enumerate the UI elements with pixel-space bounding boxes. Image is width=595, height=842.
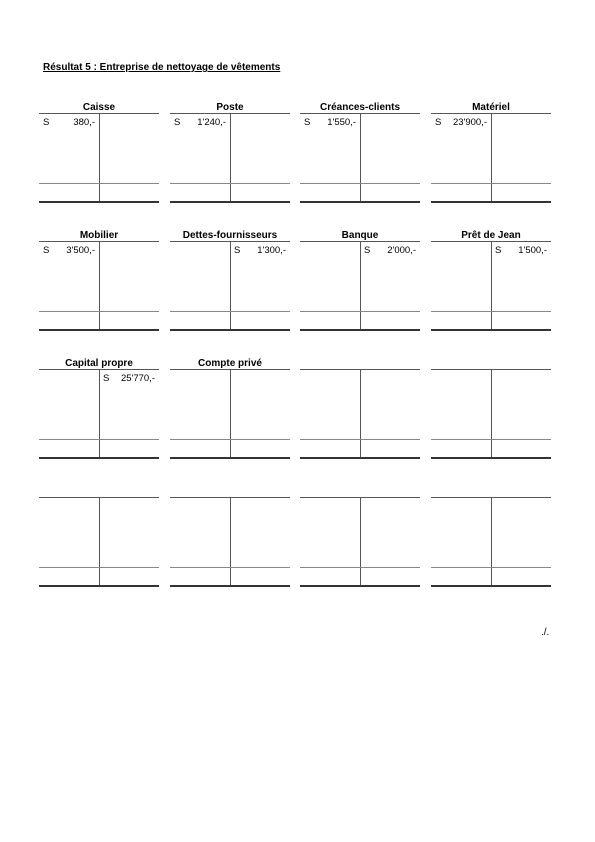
- t-account-title: Mobilier: [79, 230, 119, 241]
- debit-amount: 3'500,-: [66, 245, 95, 256]
- t-account-subtotal-line: [431, 567, 551, 568]
- debit-balance-label: S: [174, 117, 181, 128]
- t-account: [431, 497, 551, 597]
- t-account-subtotal-line: [431, 183, 551, 184]
- t-account-total-line: [170, 457, 290, 459]
- t-account-total-line: [39, 201, 159, 203]
- debit-amount: 23'900,-: [452, 117, 487, 128]
- t-account-total-line: [39, 585, 159, 587]
- t-account: [39, 102, 159, 213]
- t-account-subtotal-line: [170, 567, 290, 568]
- debit-balance-label: S: [43, 245, 50, 256]
- t-account-divider: [491, 498, 492, 586]
- t-account-total-line: [300, 201, 420, 203]
- credit-balance-label: S: [103, 373, 110, 384]
- t-account: [300, 369, 420, 469]
- t-account-total-line: [300, 585, 420, 587]
- t-account-title: Créances-clients: [319, 102, 401, 113]
- t-account: [431, 102, 551, 213]
- t-account-subtotal-line: [300, 567, 420, 568]
- t-account: [170, 102, 290, 213]
- t-account-subtotal-line: [431, 439, 551, 440]
- credit-amount: 1'500,-: [518, 245, 547, 256]
- t-account-divider: [491, 242, 492, 330]
- continuation-mark: ./.: [541, 627, 550, 638]
- t-account-subtotal-line: [170, 439, 290, 440]
- t-account-title: Caisse: [82, 102, 116, 113]
- t-account: [39, 230, 159, 341]
- t-account-title: Dettes-fournisseurs: [182, 230, 278, 241]
- t-account-title: Poste: [216, 102, 244, 113]
- credit-amount: 2'000,-: [387, 245, 416, 256]
- t-account-subtotal-line: [170, 311, 290, 312]
- t-account-divider: [360, 114, 361, 202]
- t-account-divider: [230, 370, 231, 458]
- credit-balance-label: S: [364, 245, 371, 256]
- t-account-title: Compte privé: [198, 358, 262, 369]
- t-account-subtotal-line: [39, 439, 159, 440]
- debit-balance-label: S: [435, 117, 442, 128]
- t-account-divider: [360, 370, 361, 458]
- t-account: [39, 358, 159, 469]
- debit-amount: 1'550,-: [327, 117, 356, 128]
- t-account-title: Prêt de Jean: [461, 230, 521, 241]
- debit-balance-label: S: [43, 117, 50, 128]
- t-account-divider: [99, 242, 100, 330]
- t-account-subtotal-line: [431, 311, 551, 312]
- debit-amount: 380,-: [73, 117, 95, 128]
- t-account-subtotal-line: [300, 183, 420, 184]
- t-account-title: Banque: [341, 230, 379, 241]
- t-account: [170, 497, 290, 597]
- t-account-divider: [99, 114, 100, 202]
- t-account-total-line: [170, 585, 290, 587]
- t-account-total-line: [431, 201, 551, 203]
- t-account-divider: [230, 242, 231, 330]
- t-account-divider: [360, 498, 361, 586]
- t-account-total-line: [39, 329, 159, 331]
- t-account-subtotal-line: [39, 567, 159, 568]
- credit-amount: 1'300,-: [257, 245, 286, 256]
- debit-amount: 1'240,-: [197, 117, 226, 128]
- t-account: [300, 230, 420, 341]
- t-account-divider: [491, 370, 492, 458]
- t-account-divider: [99, 370, 100, 458]
- t-account-subtotal-line: [300, 439, 420, 440]
- t-account-total-line: [300, 457, 420, 459]
- t-account-total-line: [300, 329, 420, 331]
- t-account: [170, 358, 290, 469]
- t-account-total-line: [170, 329, 290, 331]
- t-account-subtotal-line: [39, 311, 159, 312]
- t-account-subtotal-line: [39, 183, 159, 184]
- page-heading: Résultat 5 : Entreprise de nettoyage de vêtements: [43, 62, 281, 73]
- t-account-divider: [99, 498, 100, 586]
- t-account: [431, 230, 551, 341]
- t-account: [300, 497, 420, 597]
- t-account: [300, 102, 420, 213]
- t-account-total-line: [170, 201, 290, 203]
- t-account-total-line: [39, 457, 159, 459]
- t-account-total-line: [431, 585, 551, 587]
- t-account: [431, 369, 551, 469]
- t-account: [170, 230, 290, 341]
- debit-balance-label: S: [304, 117, 311, 128]
- t-account-subtotal-line: [170, 183, 290, 184]
- credit-balance-label: S: [234, 245, 241, 256]
- t-account-subtotal-line: [300, 311, 420, 312]
- t-account-divider: [230, 498, 231, 586]
- t-account-total-line: [431, 329, 551, 331]
- t-account-title: Matériel: [472, 102, 510, 113]
- credit-balance-label: S: [495, 245, 502, 256]
- t-account: [39, 497, 159, 597]
- t-account-divider: [230, 114, 231, 202]
- credit-amount: 25'770,-: [120, 373, 155, 384]
- t-account-total-line: [431, 457, 551, 459]
- t-account-divider: [360, 242, 361, 330]
- t-account-title: Capital propre: [65, 358, 133, 369]
- t-account-divider: [491, 114, 492, 202]
